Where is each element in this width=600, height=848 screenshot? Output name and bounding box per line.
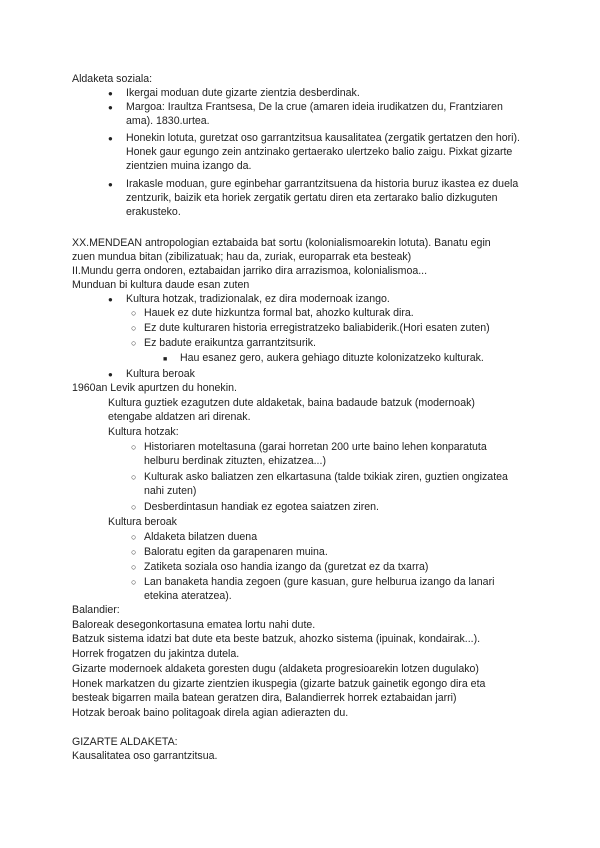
paragraph-line: Honek markatzen du gizarte zientzien ikuspegia (gizarte batzuk gainetik egongo dira eta — [72, 678, 486, 690]
bullet-text: zentzurik, baizik eta horiek zergatik gertatu diren eta zertarako balio dizkuguten — [126, 192, 498, 204]
subheading: Kultura hotzak: — [108, 426, 179, 438]
sub-bullet-text: Desberdintasun handiak ez egotea saiatzen ziren. — [144, 501, 379, 513]
sub-bullet-text: Historiaren moteltasuna (garai horretan 200 urte baino lehen konparatuta — [144, 441, 487, 453]
paragraph-line: Batzuk sistema idatzi bat dute eta beste batzuk, ahozko sistema (ipuinak, kondairak...). — [72, 633, 481, 645]
paragraph-line: Gizarte modernoek aldaketa goresten dugu (aldaketa progresioarekin lotzen dugulako) — [72, 663, 479, 675]
bullet-text: zientzien muina izango da. — [126, 160, 252, 172]
sub-bullet-text: nahi zuten) — [144, 485, 197, 497]
bullet-text: Irakasle moduan, gure eginbehar garrantzitsuena da historia buruz ikastea ez duela — [126, 178, 519, 190]
bullet-text: Margoa: Iraultza Frantsesa, De la crue (amaren ideia irudikatzen du, Frantziaren — [126, 101, 503, 113]
bullet-icon: ● — [108, 89, 113, 98]
sub-bullet-text: Kulturak asko baliatzen zen elkartasuna (talde txikiak ziren, guztien ongizatea — [144, 471, 508, 483]
sub-sub-bullet-text: Hau esanez gero, aukera gehiago dituzte kolonizatzeko kulturak. — [180, 352, 484, 364]
sub-bullet-text: Hauek ez dute hizkuntza formal bat, ahozko kulturak dira. — [144, 307, 414, 319]
sub-bullet-text: Ez dute kulturaren historia erregistratzeko baliabiderik.(Hori esaten zuten) — [144, 322, 490, 334]
circle-bullet-icon: ○ — [131, 338, 137, 348]
sub-bullet-text: helburu berdinak zituzten, ehizatzea...) — [144, 455, 326, 467]
bullet-text: ama). 1830.urtea. — [126, 115, 210, 127]
paragraph-line: Horrek frogatzen du jakintza dutela. — [72, 648, 240, 660]
bullet-text: Honekin lotuta, guretzat oso garrantzitsua kausalitatea (zergatik gertatzen den hori). — [126, 132, 520, 144]
paragraph-line: II.Mundu gerra ondoren, eztabaidan jarriko dira arrazismoa, kolonialismoa... — [72, 265, 428, 277]
paragraph-line: Hotzak beroak baino politagoak direla agian adierazten du. — [72, 707, 349, 719]
sub-bullet-text: Zatiketa soziala oso handia izango da (guretzat ez da txarra) — [144, 561, 429, 573]
circle-bullet-icon: ○ — [131, 442, 137, 452]
bullet-text: Kultura beroak — [126, 368, 195, 380]
circle-bullet-icon: ○ — [131, 472, 137, 482]
paragraph-line: Baloreak desegonkortasuna ematea lortu nahi dute. — [72, 619, 316, 631]
bullet-icon: ● — [108, 180, 113, 189]
circle-bullet-icon: ○ — [131, 577, 137, 587]
paragraph-line: Kultura guztiek ezagutzen dute aldaketak, baina badaude batzuk (modernoak) — [108, 397, 475, 409]
sub-bullet-text: Baloratu egiten da garapenaren muina. — [144, 546, 328, 558]
circle-bullet-icon: ○ — [131, 502, 137, 512]
bullet-text: Ikergai moduan dute gizarte zientzia desberdinak. — [126, 87, 360, 99]
sub-bullet-text: Lan banaketa handia zegoen (gure kasuan, gure helburua izango da lanari — [144, 576, 495, 588]
subheading: Kultura beroak — [108, 516, 177, 528]
paragraph-line: zuen mundua bitan (zibilizatuak; hau da, zuriak, europarrak eta besteak) — [72, 251, 412, 263]
paragraph-line: Munduan bi kultura daude esan zuten — [72, 279, 250, 291]
square-bullet-icon: ■ — [163, 356, 168, 363]
paragraph-line: XX.MENDEAN antropologian eztabaida bat sortu (kolonialismoarekin lotuta). Banatu egin — [72, 237, 491, 249]
bullet-icon: ● — [108, 103, 113, 112]
bullet-icon: ● — [108, 295, 113, 304]
bullet-text: Honek gaur egungo zein antzinako gertaerako ulertzeko balio zaigu. Pixkat gizarte — [126, 146, 513, 158]
circle-bullet-icon: ○ — [131, 547, 137, 557]
bullet-icon: ● — [108, 370, 113, 379]
paragraph-line: Balandier: — [72, 604, 120, 616]
section-heading: Aldaketa soziala: — [72, 73, 153, 85]
sub-bullet-text: Ez badute eraikuntza garrantzitsurik. — [144, 337, 316, 349]
paragraph-line: Kausalitatea oso garrantzitsua. — [72, 750, 218, 762]
paragraph-line: etengabe aldatzen ari direnak. — [108, 411, 251, 423]
bullet-text: Kultura hotzak, tradizionalak, ez dira modernoak izango. — [126, 293, 390, 305]
circle-bullet-icon: ○ — [131, 562, 137, 572]
sub-bullet-text: Aldaketa bilatzen duena — [144, 531, 258, 543]
circle-bullet-icon: ○ — [131, 323, 137, 333]
sub-bullet-text: etekina ateratzea). — [144, 590, 232, 602]
bullet-text: erakusteko. — [126, 206, 181, 218]
circle-bullet-icon: ○ — [131, 308, 137, 318]
section-heading: GIZARTE ALDAKETA: — [72, 736, 178, 748]
paragraph-line: 1960an Levik apurtzen du honekin. — [72, 382, 237, 394]
paragraph-line: besteak bigarren maila batean geratzen dira, Balandierrek horrek eztabaidan jarri) — [72, 692, 457, 704]
bullet-icon: ● — [108, 134, 113, 143]
circle-bullet-icon: ○ — [131, 532, 137, 542]
